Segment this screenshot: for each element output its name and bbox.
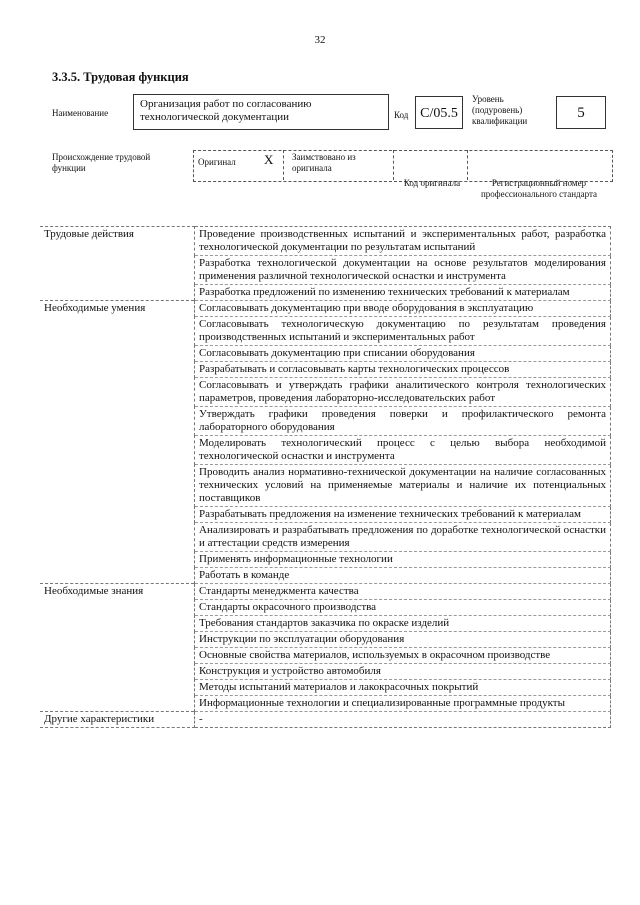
section-item: Методы испытаний материалов и лакокрасочных покрытий: [195, 680, 611, 696]
section-item: Конструкция и устройство автомобиля: [195, 664, 611, 680]
section-item: Моделировать технологический процесс с целью выбора необходимой технологической оснастки и инструмента: [195, 436, 611, 465]
table-row: [40, 584, 611, 600]
section-item: Согласовывать документацию при списании оборудования: [195, 346, 611, 362]
section-heading: Необходимые умения: [40, 301, 195, 584]
section-item: Стандарты окрасочного производства: [195, 600, 611, 616]
level-box: 5: [556, 96, 606, 129]
original-mark: X: [264, 152, 274, 167]
section-item: -: [195, 712, 611, 728]
name-label: Наименование: [52, 108, 109, 118]
section-item: Инструкции по эксплуатации оборудования: [195, 632, 611, 648]
section-item: Работать в команде: [195, 568, 611, 584]
function-code-box: C/05.5: [415, 96, 463, 129]
section-item: Проводить анализ нормативно-технической документации на наличие согласованных технических условий на применяемые материалы и наличие их потенциальных поставщиков: [195, 465, 611, 507]
section-heading: Другие характеристики: [40, 712, 195, 728]
borrowed-label: Заимствовано из оригинала: [292, 152, 356, 173]
original-label: Оригинал: [198, 157, 236, 167]
level-label: Уровень (подуровень) квалификации: [472, 94, 528, 126]
table-row: [40, 712, 611, 728]
section-title: 3.3.5. Трудовая функция: [52, 70, 189, 84]
code-original-label: Код оригинала: [403, 178, 461, 188]
section-item: Информационные технологии и специализированные программные продукты: [195, 696, 611, 712]
function-details-table: [40, 226, 611, 728]
section-item: Проведение производственных испытаний и экспериментальных работ, разработка технологической документации по результатам испытаний: [195, 227, 611, 256]
section-item: Разработка предложений по изменению технических требований к материалам: [195, 285, 611, 301]
section-item: Основные свойства материалов, используемых в окрасочном производстве: [195, 648, 611, 664]
reg-number-label: Регистрационный номер профессионального стандарта: [480, 178, 598, 199]
section-item: Согласовывать и утверждать графики аналитического контроля технологических параметров, проведения лабораторно-исследовательских работ: [195, 378, 611, 407]
function-name-box: Организация работ по согласованию технологической документации: [133, 94, 389, 130]
origin-label: Происхождение трудовой функции: [52, 152, 151, 173]
section-item: Утверждать графики проведения поверки и профилактического ремонта лабораторного оборудования: [195, 407, 611, 436]
section-item: Анализировать и разрабатывать предложения по доработке технологической оснастки и аттестации средств измерения: [195, 523, 611, 552]
origin-divider-1: [283, 150, 284, 180]
origin-divider-3: [467, 150, 468, 180]
section-item: Разработка технологической документации на основе результатов моделирования применения различной технологической оснастки и инструмента: [195, 256, 611, 285]
table-row: [40, 227, 611, 256]
section-heading: Трудовые действия: [40, 227, 195, 301]
section-item: Разрабатывать предложения на изменение технических требований к материалам: [195, 507, 611, 523]
page-number: 32: [314, 34, 326, 46]
section-item: Согласовывать технологическую документацию по результатам проведения производственных испытаний и экспериментальных работ: [195, 317, 611, 346]
section-item: Разрабатывать и согласовывать карты технологических процессов: [195, 362, 611, 378]
code-label: Код: [394, 110, 409, 120]
section-item: Стандарты менеджмента качества: [195, 584, 611, 600]
section-item: Требования стандартов заказчика по окраске изделий: [195, 616, 611, 632]
table-row: [40, 301, 611, 317]
origin-divider-2: [393, 150, 394, 180]
section-item: Согласовывать документацию при вводе оборудования в эксплуатацию: [195, 301, 611, 317]
section-heading: Необходимые знания: [40, 584, 195, 712]
section-item: Применять информационные технологии: [195, 552, 611, 568]
